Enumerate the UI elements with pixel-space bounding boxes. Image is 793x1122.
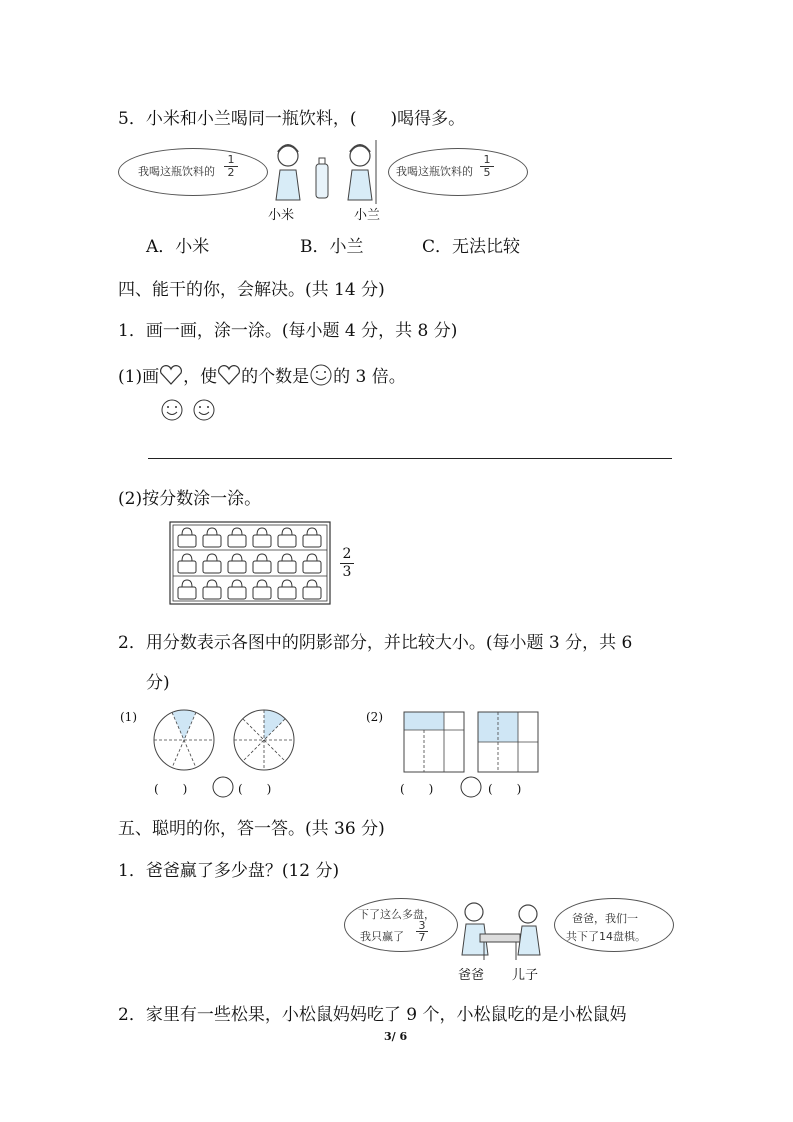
name-dad: 爸爸 [458, 968, 485, 983]
name-son: 儿子 [512, 968, 539, 983]
bubble-left-fraction: 1 2 [224, 154, 238, 179]
bag-icon[interactable] [303, 554, 321, 573]
option-a[interactable]: A．小米 [146, 237, 210, 257]
answer-line[interactable] [148, 458, 672, 459]
name-xiaomi: 小米 [268, 208, 295, 223]
heart-icon [217, 364, 241, 386]
bag-icon[interactable] [228, 580, 246, 599]
heart-icon [159, 364, 183, 386]
girls-illustration [268, 140, 388, 205]
bag-icon[interactable] [178, 528, 196, 547]
bag-icon[interactable] [203, 528, 221, 547]
bubble-right-fraction: 1 5 [480, 154, 494, 179]
answer-paren[interactable]: ( ) [488, 782, 522, 796]
smiley-icon [162, 400, 182, 420]
bag-icon[interactable] [228, 528, 246, 547]
q1-1-instruction: (1)画 ，使 的个数是 的 3 倍。 [118, 362, 406, 387]
square-fraction-1 [404, 712, 464, 772]
dad-bubble-line2: 我只赢了 [360, 930, 404, 943]
circle-fraction-2 [234, 710, 294, 770]
bag-icon[interactable] [253, 580, 271, 599]
smiley-icon [309, 363, 333, 387]
name-xiaolan: 小兰 [354, 208, 381, 223]
label-1: (1) [120, 710, 137, 724]
label-2: (2) [366, 710, 383, 724]
bag-icon[interactable] [178, 554, 196, 573]
son-bubble-line2: 共下了14盘棋。 [566, 930, 646, 943]
section4-q2-line1: 2．用分数表示各图中的阴影部分，并比较大小。(每小题 3 分，共 6 [118, 633, 633, 653]
option-c[interactable]: C．无法比较 [422, 237, 521, 257]
bag-icon[interactable] [203, 580, 221, 599]
bubble-left-text: 我喝这瓶饮料的 [138, 165, 215, 178]
answer-paren[interactable]: ( ) [400, 782, 434, 796]
fraction-two-thirds: 2 3 [340, 546, 354, 581]
smiley-pair [160, 398, 220, 422]
chess-illustration [456, 900, 556, 962]
dad-bubble-line1: 下了这么多盘， [358, 908, 435, 921]
bag-icon[interactable] [303, 528, 321, 547]
compare-circle-icon[interactable] [212, 776, 234, 798]
section5-q1: 1．爸爸赢了多少盘？(12 分) [118, 861, 340, 881]
option-b[interactable]: B．小兰 [300, 237, 364, 257]
bags-grid[interactable] [170, 522, 330, 604]
dad-bubble-fraction: 3 7 [416, 920, 428, 943]
section4-title: 四、能干的你，会解决。(共 14 分) [118, 280, 385, 300]
circle-fraction-1 [154, 710, 214, 770]
answer-paren[interactable]: ( ) [238, 782, 272, 796]
bag-icon[interactable] [203, 554, 221, 573]
bag-icon[interactable] [253, 528, 271, 547]
q5-stem: 5．小米和小兰喝同一瓶饮料，( )喝得多。 [118, 109, 466, 129]
smiley-icon [194, 400, 214, 420]
section5-title: 五、聪明的你，答一答。(共 36 分) [118, 819, 385, 839]
bag-icon[interactable] [278, 554, 296, 573]
bag-icon[interactable] [178, 580, 196, 599]
section5-q2: 2．家里有一些松果，小松鼠妈妈吃了 9 个，小松鼠吃的是小松鼠妈 [118, 1005, 627, 1025]
bag-icon[interactable] [303, 580, 321, 599]
section4-q1: 1．画一画，涂一涂。(每小题 4 分，共 8 分) [118, 321, 458, 341]
section4-q2-line2: 分) [146, 673, 170, 693]
son-bubble-line1: 爸爸，我们一 [572, 912, 638, 925]
bag-icon[interactable] [278, 580, 296, 599]
q1-2-instruction: (2)按分数涂一涂。 [118, 489, 262, 509]
bag-icon[interactable] [228, 554, 246, 573]
bag-icon[interactable] [278, 528, 296, 547]
answer-paren[interactable]: ( ) [154, 782, 188, 796]
bag-icon[interactable] [253, 554, 271, 573]
page-number: 3/ 6 [384, 1030, 408, 1043]
square-fraction-2 [478, 712, 538, 772]
compare-circle-icon[interactable] [460, 776, 482, 798]
bubble-right-text: 我喝这瓶饮料的 [396, 165, 473, 178]
